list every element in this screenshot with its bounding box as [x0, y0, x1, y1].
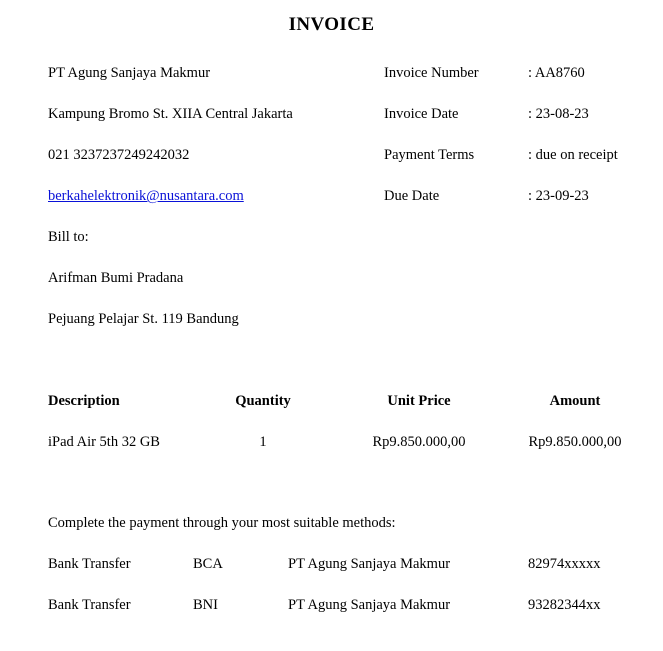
invoice-number-label: Invoice Number: [384, 65, 479, 81]
payment-method-row: [0, 597, 663, 619]
meta-row-invoice-date: [0, 106, 663, 128]
meta-row-payment-terms: [0, 147, 663, 169]
item-amount: Rp9.850.000,00: [528, 434, 622, 450]
seller-email-link[interactable]: berkahelektronik@nusantara.com: [48, 188, 244, 204]
page-title: INVOICE: [288, 14, 375, 35]
column-header-amount: Amount: [549, 393, 601, 409]
invoice-number-value: : AA8760: [528, 65, 585, 81]
payment-terms-value: : due on receipt: [528, 147, 618, 163]
payment-bank-name: BCA: [193, 556, 223, 572]
payment-account-holder: PT Agung Sanjaya Makmur: [288, 556, 451, 572]
bill-to-heading: Bill to:: [48, 229, 89, 245]
payment-terms-label: Payment Terms: [384, 147, 475, 163]
bill-to-address: Pejuang Pelajar St. 119 Bandung: [48, 311, 239, 327]
payment-bank-name: BNI: [193, 597, 218, 613]
column-header-description: Description: [48, 393, 120, 409]
meta-row-invoice-number: [0, 65, 663, 87]
table-row: [0, 434, 663, 475]
due-date-value: : 23-09-23: [528, 188, 589, 204]
item-unit-price: Rp9.850.000,00: [372, 434, 466, 450]
payment-account-number: 93282344xx: [528, 597, 601, 613]
payment-method-row: [0, 556, 663, 578]
column-header-unit-price: Unit Price: [387, 393, 451, 409]
payment-account-holder: PT Agung Sanjaya Makmur: [288, 597, 451, 613]
seller-name: PT Agung Sanjaya Makmur: [48, 65, 211, 81]
meta-row-due-date: [0, 188, 663, 210]
item-quantity: 1: [259, 434, 267, 450]
table-header-row: [0, 393, 663, 434]
payment-account-number: 82974xxxxx: [528, 556, 601, 572]
due-date-label: Due Date: [384, 188, 440, 204]
item-description: iPad Air 5th 32 GB: [48, 434, 160, 450]
invoice-date-label: Invoice Date: [384, 106, 459, 122]
column-header-quantity: Quantity: [235, 393, 291, 409]
seller-address: Kampung Bromo St. XIIA Central Jakarta: [48, 106, 293, 122]
payment-method-type: Bank Transfer: [48, 597, 131, 613]
items-table: [0, 393, 663, 475]
payment-instructions: Complete the payment through your most suitable methods:: [48, 515, 396, 531]
seller-phone: 021 3237237249242032: [48, 147, 190, 163]
invoice-date-value: : 23-08-23: [528, 106, 589, 122]
bill-to-name: Arifman Bumi Pradana: [48, 270, 184, 286]
payment-method-type: Bank Transfer: [48, 556, 131, 572]
